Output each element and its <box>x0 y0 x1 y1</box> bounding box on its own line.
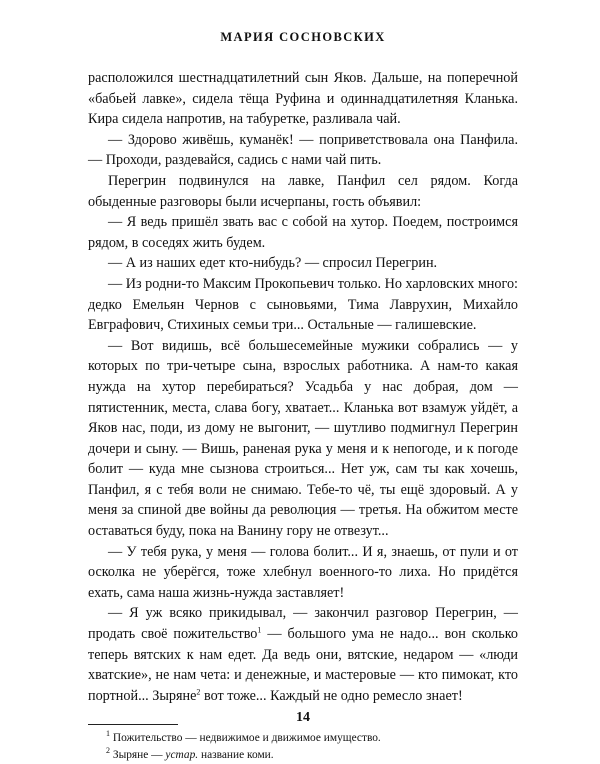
paragraph: — А из наших едет кто-нибудь? — спросил Перегрин. <box>108 255 438 272</box>
paragraph: — Из родни-то Максим Прокопьевич только. Но харловских много: дедко Емельян Чернов с сыновьями, Тима Лаврухин, Михайло Евграфович, Стихиных семьи три... Остальные — галишевские. <box>88 275 518 334</box>
footnote <box>88 730 518 747</box>
paragraph: расположился шестнадцатилетний сын Яков. Дальше, на поперечной «бабьей лавке», сидела тёща Руфина и одиннадцатилетняя Кланька. Кира сидела напротив, на табуретке, разливала чай. <box>88 70 518 128</box>
footnote-text: название коми. <box>200 749 274 762</box>
footnote-ref: 2 <box>196 687 201 697</box>
paragraph-part: — Я уж всяко прикидывал, — закончил разговор Перегрин, — продать своё пожительство <box>88 605 518 643</box>
running-head: МАРИЯ СОСНОВСКИХ <box>220 30 386 44</box>
body-text <box>88 68 518 706</box>
paragraph: — Здорово живёшь, куманёк! — поприветствовала она Панфила. — Проходи, раздевайся, садись с нами чай пить. <box>88 131 518 169</box>
footnote-mark: 2 <box>106 746 110 756</box>
paragraph-part: — большого ума не надо... вон сколько теперь вятских к нам едет. Да ведь они, вятские, недаром — «люди хватские», не нам чета: и денежные, и мастеровые — кто пимокат, кто портной... Зыряне <box>88 626 518 704</box>
paragraph: Перегрин подвинулся на лавке, Панфил сел рядом. Когда обыденные разговоры были исчерпаны, гость объявил: <box>88 172 518 210</box>
footnotes <box>88 730 518 764</box>
footnote-text: Пожительство — недвижимое и движимое имущество. <box>112 732 381 745</box>
paragraph: — Вот видишь, всё большесемейные мужики собрались — у которых по три-четыре сына, взрослых работника. А нам-то какая нужда на хутор перебираться? Усадьба у нас добрая, дом — пятистенник, места, слава богу, хватает... Кланька вот взамуж уйдёт, а Яков нас, поди, из дому не выгонит, — шутливо подмигнул Перегрин дочери и сыну. — Вишь, раненая рука у меня и к непогоде, и к погоде болит — куда мне сызнова строиться... Нет уж, сам ты как хочешь, Панфил, я с тебя воли не снимаю. Тебе-то чё, ты ещё здоровый. А у меня за спиной две войны да революция — третья. На обжитом месте оставаться буду, пока на Ванину гору не отвезут... <box>88 337 518 540</box>
footnote-term: Зыряне — <box>112 749 163 762</box>
paragraph <box>88 603 518 706</box>
page-number: 14 <box>296 710 310 725</box>
footnote-ref: 1 <box>257 625 262 635</box>
paragraph: — У тебя рука, у меня — голова болит... И я, знаешь, от пули и от осколка не уберёгся, тоже хлебнул военного-то лиха. Но придётся ехать, сама наша жизнь-нужда заставляет! <box>88 543 518 601</box>
book-page <box>88 30 518 764</box>
paragraph: — Я ведь пришёл звать вас с собой на хутор. Поедем, построимся рядом, в соседях жить будем. <box>88 214 518 251</box>
footnote-label: устар. <box>165 749 199 762</box>
paragraph-part: вот тоже... Каждый не одно ремесло знает! <box>203 687 463 704</box>
footnote-mark: 1 <box>106 729 110 739</box>
